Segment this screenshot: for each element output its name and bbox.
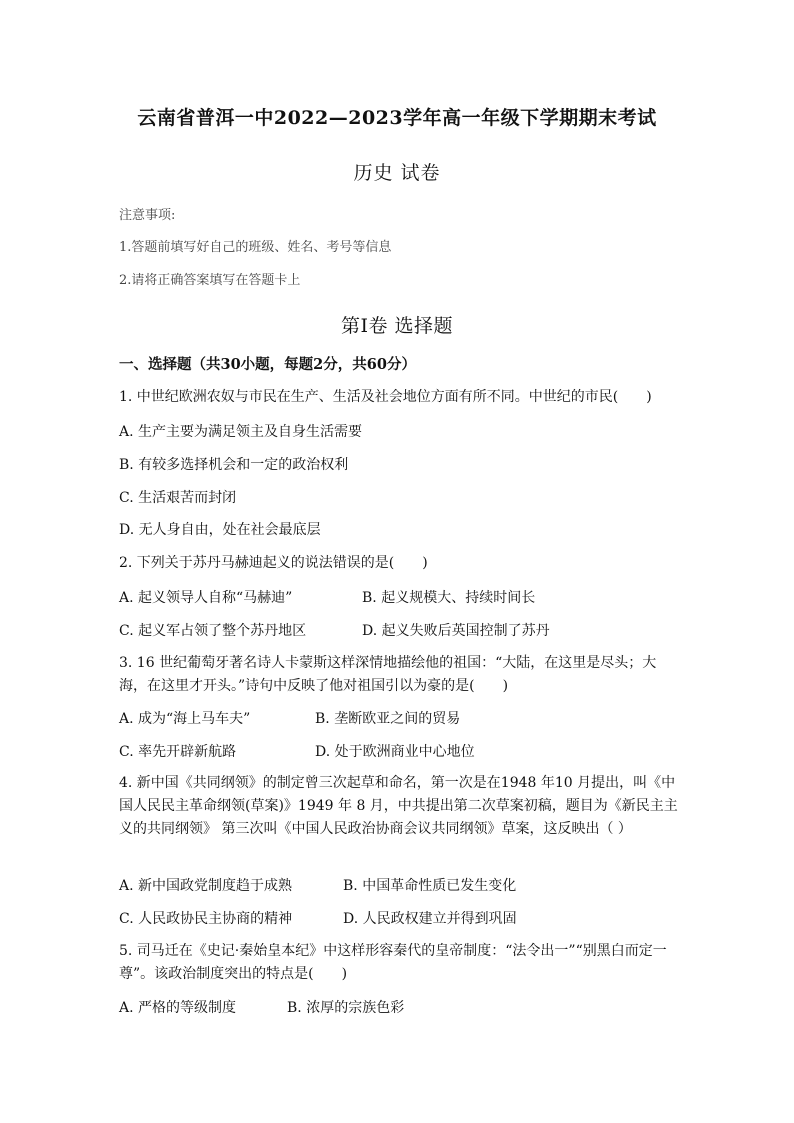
question-3-option-a: A. 成为“海上马车夫” [119,711,251,727]
exam-subject: 历史 试卷 [353,162,441,184]
question-3-option-d: D. 处于欧洲商业中心地位 [315,744,475,760]
question-1-stem: 1. 中世纪欧洲农奴与市民在生产、生活及社会地位方面有所不同。中世纪的市民( ) [119,389,652,405]
part-heading: 一、选择题（共30小题，每题2分，共60分） [119,356,416,373]
question-2-option-c: C. 起义军占领了整个苏丹地区 [119,623,307,639]
question-2-option-d: D. 起义失败后英国控制了苏丹 [362,623,550,639]
question-5-stem: 5. 司马迁在《史记·秦始皇本纪》中这样形容秦代的皇帝制度：“法令出一”“别黑白而定一尊”。该政治制度突出的特点是( ) [119,943,667,982]
question-2-stem: 2. 下列关于苏丹马赫迪起义的说法错误的是( ) [119,555,428,571]
section-title: 第Ⅰ卷 选择题 [340,315,454,337]
question-3-stem: 3. 16 世纪葡萄牙著名诗人卡蒙斯这样深情地描绘他的祖国：“大陆，在这里是尽头；大海，在这里才开头。”诗句中反映了他对祖国引以为豪的是( ) [119,655,657,694]
question-1-option-d: D. 无人身自由，处在社会最底层 [119,522,321,538]
question-4-option-d: D. 人民政权建立并得到巩固 [343,911,517,927]
question-3-option-c: C. 率先开辟新航路 [119,744,237,760]
question-1-option-b: B. 有较多选择机会和一定的政治权利 [119,457,349,473]
question-1-option-a: A. 生产主要为满足领主及自身生活需要 [119,424,363,440]
question-2-option-a: A. 起义领导人自称“马赫迪” [119,590,293,606]
question-4-option-b: B. 中国革命性质已发生变化 [343,878,517,894]
exam-title: 云南省普洱一中2022—2023学年高一年级下学期期末考试 [137,107,657,129]
question-4-stem: 4. 新中国《共同纲领》的制定曾三次起草和命名，第一次是在1948 年10 月提出，叫《中国人民民主革命纲领(草案)》1949 年 8 月，中共提出第二次草案初稿，题目为《新民主主义的共同纲领》 第三次叫《中国人民政治协商会议共同纲领》草案，这反映出（ ） [119,775,678,837]
question-4-option-a: A. 新中国政党制度趋于成熟 [119,878,293,894]
notice-heading: 注意事项: [119,208,176,223]
notice-item-1: 1.答题前填写好自己的班级、姓名、考号等信息 [119,240,392,255]
question-4-option-c: C. 人民政协民主协商的精神 [119,911,293,927]
notice-item-2: 2.请将正确答案填写在答题卡上 [119,273,301,288]
question-5-option-b: B. 浓厚的宗族色彩 [287,1000,405,1016]
question-2-option-b: B. 起义规模大、持续时间长 [362,590,536,606]
question-1-option-c: C. 生活艰苦而封闭 [119,490,237,506]
question-5-option-a: A. 严格的等级制度 [119,1000,237,1016]
question-3-option-b: B. 垄断欧亚之间的贸易 [315,711,461,727]
